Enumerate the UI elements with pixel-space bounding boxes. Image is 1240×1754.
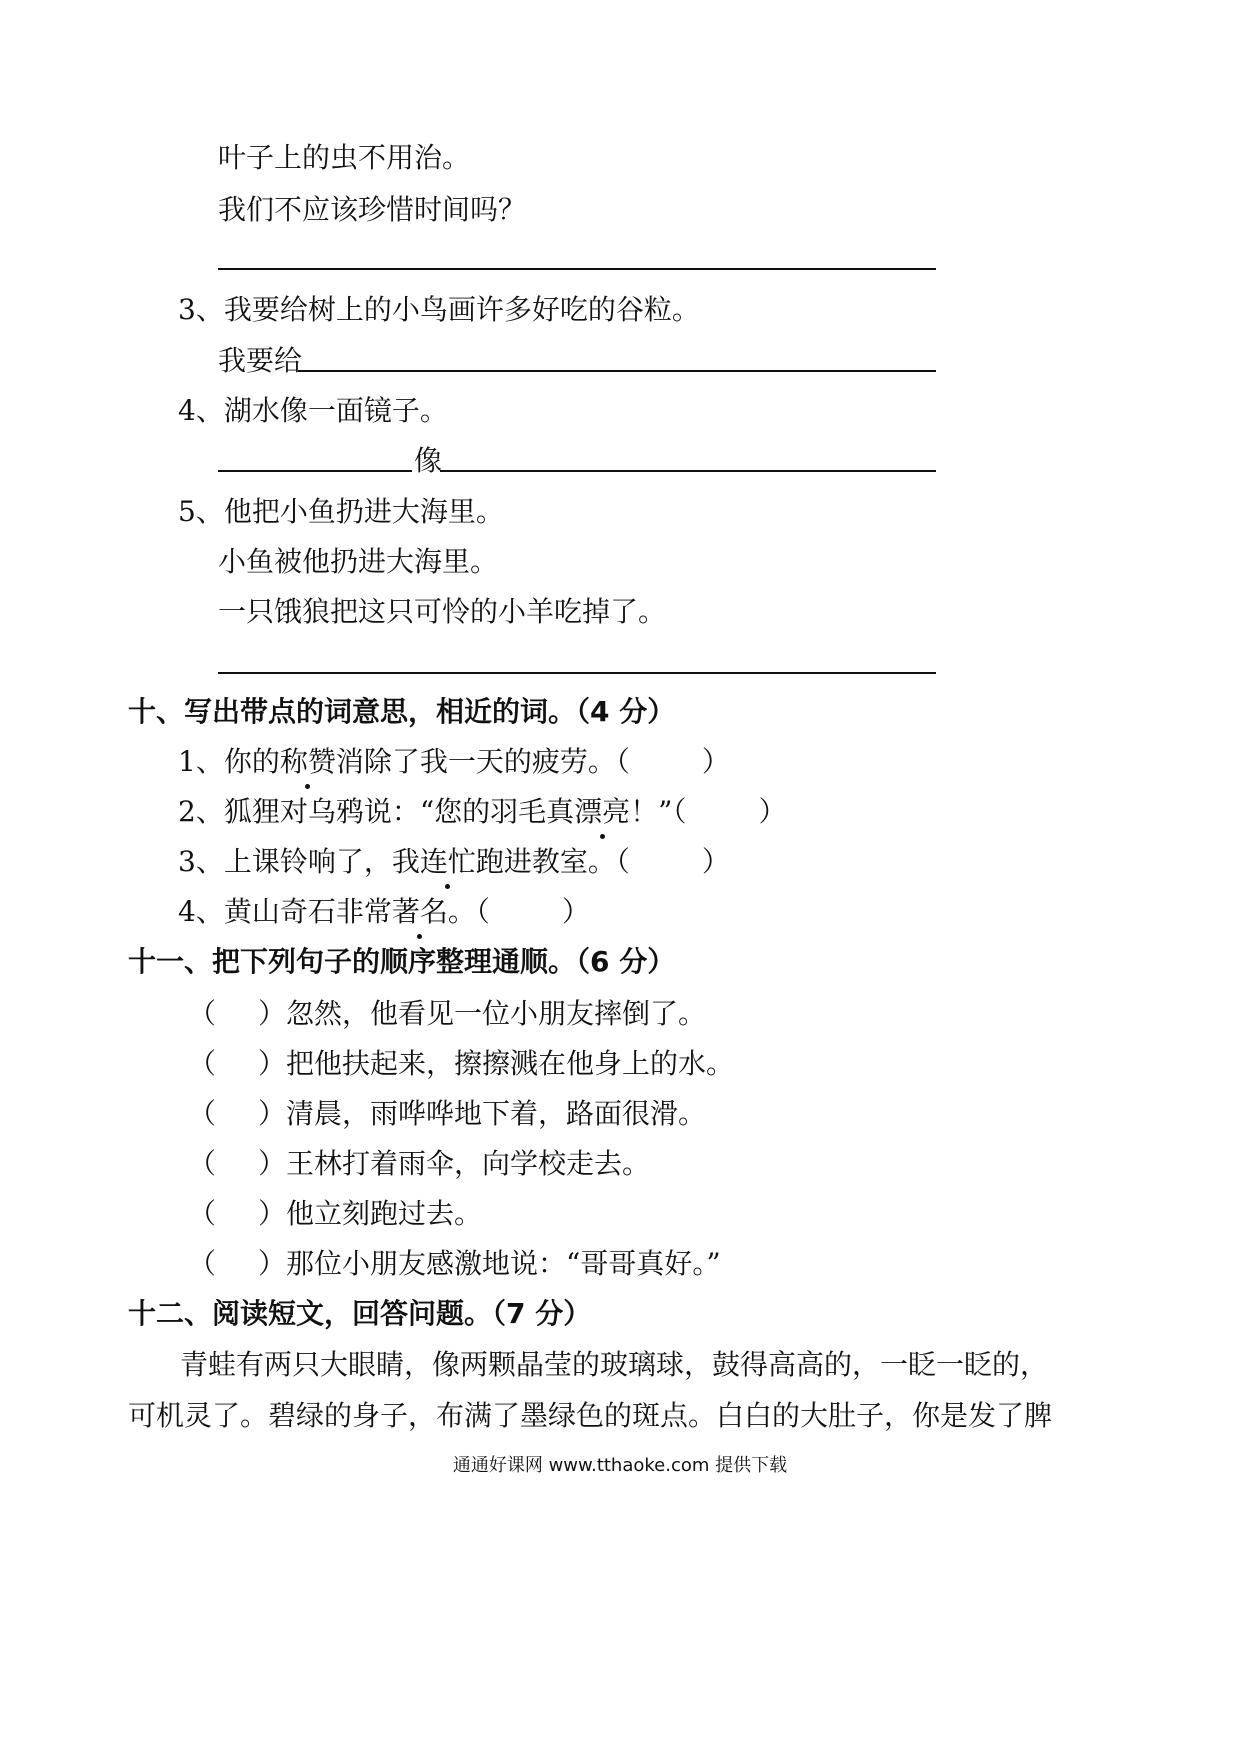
s10-item-1-dotted: 称赞 [279, 745, 336, 778]
s11-open-paren-2[interactable]: （ [188, 1047, 217, 1080]
passage-line-1: 青蛙有两只大眼睛，像两颗晶莹的玻璃球，鼓得高高的，一眨一眨的， [180, 1348, 1049, 1381]
s10-item-2-close: ） [758, 795, 787, 828]
s11-item-6: ）那位小朋友感激地说：“哥哥真好。” [258, 1247, 721, 1280]
answer-line-5[interactable] [218, 672, 936, 674]
section12-heading: 十二、阅读短文，回答问题。（7 分） [128, 1297, 592, 1330]
s10-item-3-post: 跑进教室。（ [475, 845, 630, 878]
s10-item-3 [178, 844, 730, 880]
s10-item-2 [178, 794, 787, 830]
s11-item-1: ）忽然，他看见一位小朋友摔倒了。 [258, 997, 707, 1030]
answer-line-4b[interactable] [440, 470, 936, 472]
s11-open-paren-1[interactable]: （ [188, 997, 217, 1030]
section10-heading: 十、写出带点的词意思，相近的词。（4 分） [128, 695, 676, 728]
item5-example: 小鱼被他扔进大海里。 [218, 545, 499, 578]
s10-item-1-post: 消除了我一天的疲劳。（ [335, 745, 630, 778]
passage-line-2: 可机灵了。碧绿的身子，布满了墨绿色的斑点。白白的大肚子，你是发了脾 [128, 1399, 1053, 1432]
s10-item-4-close: ） [561, 895, 590, 928]
item2-line1: 叶子上的虫不用治。 [218, 141, 471, 174]
item3-prefix: 我要给 [218, 344, 303, 377]
s11-item-4: ）王林打着雨伞，向学校走去。 [258, 1147, 651, 1180]
item5-text: 5、他把小鱼扔进大海里。 [178, 495, 504, 528]
answer-line-3[interactable] [298, 370, 936, 372]
answer-line-4a[interactable] [218, 470, 412, 472]
answer-line-2[interactable] [218, 268, 936, 270]
s10-item-2-dotted: 漂亮 [574, 795, 631, 828]
s10-item-2-post: ！”（ [630, 795, 687, 828]
s10-item-1 [178, 744, 730, 780]
s10-item-3-pre: 3、上课铃响了，我 [178, 845, 420, 878]
s11-open-paren-3[interactable]: （ [188, 1097, 217, 1130]
s11-open-paren-6[interactable]: （ [188, 1247, 217, 1280]
s10-item-4-pre: 4、黄山奇石非常 [178, 895, 392, 928]
item5-task: 一只饿狼把这只可怜的小羊吃掉了。 [218, 595, 667, 628]
s11-item-2: ）把他扶起来，擦擦溅在他身上的水。 [258, 1047, 735, 1080]
s10-item-2-pre: 2、狐狸对乌鸦说：“您的羽毛真 [178, 795, 575, 828]
s10-item-3-close: ） [701, 845, 730, 878]
s10-item-3-dotted: 连忙 [419, 845, 476, 878]
item3-text: 3、我要给树上的小鸟画许多好吃的谷粒。 [178, 293, 700, 326]
s10-item-4-post: 。（ [447, 895, 490, 928]
s11-open-paren-5[interactable]: （ [188, 1197, 217, 1230]
s10-item-1-pre: 1、你的 [178, 745, 280, 778]
s10-item-1-close: ） [701, 745, 730, 778]
section11-heading: 十一、把下列句子的顺序整理通顺。（6 分） [128, 945, 676, 978]
page-footer: 通通好课网 www.tthaoke.com 提供下载 [452, 1455, 788, 1476]
s11-item-3: ）清晨，雨哗哗地下着，路面很滑。 [258, 1097, 707, 1130]
s10-item-4-dotted: 著名 [391, 895, 448, 928]
s11-open-paren-4[interactable]: （ [188, 1147, 217, 1180]
item4-text: 4、湖水像一面镜子。 [178, 394, 448, 427]
s11-item-5: ）他立刻跑过去。 [258, 1197, 483, 1230]
item4-middle: 像 [414, 444, 443, 477]
item2-line2: 我们不应该珍惜时间吗？ [218, 193, 527, 226]
s10-item-4 [178, 894, 590, 930]
